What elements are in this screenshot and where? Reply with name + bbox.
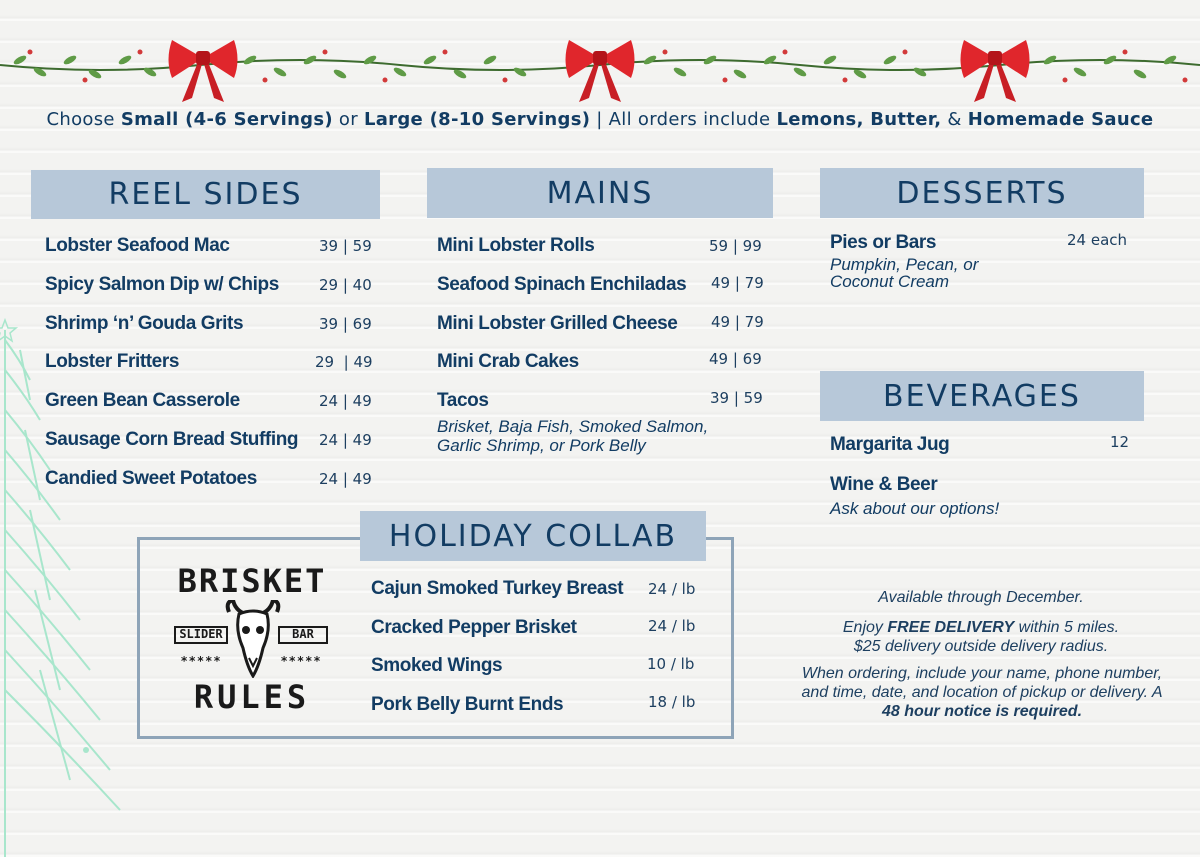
- menu-item-price: 24 | 49: [319, 392, 372, 410]
- menu-item-price: 39 | 59: [319, 237, 372, 255]
- notice-text: 48 hour notice is required.: [881, 703, 1083, 720]
- logo-text: BRISKET: [177, 562, 327, 600]
- bow-icon: [169, 40, 238, 102]
- menu-item-price: 18 / lb: [648, 693, 696, 711]
- menu-item-name: Cajun Smoked Turkey Breast: [371, 578, 624, 599]
- menu-item-name: Lobster Fritters: [45, 351, 180, 372]
- menu-item-description: [830, 256, 978, 290]
- logo-stars: *****: [280, 654, 322, 668]
- menu-item-description: [437, 417, 708, 455]
- intro-text: Choose: [46, 109, 121, 130]
- bow-icon: [566, 40, 635, 102]
- mains-header: [427, 168, 773, 218]
- menu-item-price: 24 | 49: [319, 470, 372, 488]
- menu-item-name: Seafood Spinach Enchiladas: [437, 274, 687, 295]
- menu-item-price: 24 | 49: [319, 431, 372, 449]
- small-size-label: Small (4-6 Servings): [120, 109, 333, 130]
- delivery-note: [790, 618, 1172, 656]
- beverages-title: BEVERAGES: [883, 378, 1081, 414]
- intro-text: | All orders include: [590, 109, 777, 130]
- collab-title: HOLIDAY COLLAB: [388, 518, 678, 554]
- menu-item-price: 39 | 69: [319, 315, 372, 333]
- ordering-text: When ordering, include your name, phone number, and time, date, and location of pickup or delivery. A: [801, 665, 1163, 701]
- logo-text: SLIDER: [179, 627, 223, 641]
- menu-item-name: Tacos: [437, 390, 489, 411]
- large-size-label: Large (8-10 Servings): [363, 109, 591, 130]
- menu-item-name: Mini Lobster Grilled Cheese: [437, 313, 678, 334]
- logo-text: RULES: [193, 678, 311, 716]
- bull-skull-icon: [225, 600, 281, 678]
- menu-item-price: 29 | 49: [315, 353, 373, 371]
- menu-item-name: Smoked Wings: [371, 655, 503, 676]
- logo-text: BAR: [292, 627, 314, 641]
- serving-size-intro: [0, 109, 1200, 130]
- intro-text: &: [941, 109, 968, 130]
- menu-item-price: 49 | 79: [711, 274, 764, 292]
- sides-header: [31, 170, 380, 219]
- desserts-title: DESSERTS: [896, 175, 1068, 211]
- mains-title: MAINS: [546, 175, 654, 211]
- intro-text: or: [332, 109, 364, 130]
- bow-icon: [961, 40, 1030, 102]
- menu-item-price: 49 | 69: [709, 350, 762, 368]
- menu-item-price: 24 / lb: [648, 580, 696, 598]
- menu-item-name: Mini Lobster Rolls: [437, 235, 595, 256]
- homemade-sauce-label: Homemade Sauce: [967, 109, 1154, 130]
- menu-item-price: 10 / lb: [647, 655, 695, 673]
- holiday-garland: [0, 30, 1200, 110]
- menu-item-name: Green Bean Casserole: [45, 390, 240, 411]
- sides-title: REEL SIDES: [108, 177, 303, 212]
- menu-item-name: Lobster Seafood Mac: [45, 235, 230, 256]
- menu-item-price: 49 | 79: [711, 313, 764, 331]
- description-line: Coconut Cream: [830, 272, 950, 291]
- menu-item-price: 39 | 59: [710, 389, 763, 407]
- menu-item-name: Candied Sweet Potatoes: [45, 468, 257, 489]
- menu-item-price: 24 / lb: [648, 617, 696, 635]
- menu-item-name: Mini Crab Cakes: [437, 351, 579, 372]
- menu-item-price: 59 | 99: [709, 237, 762, 255]
- menu-item-name: Shrimp ‘n’ Gouda Grits: [45, 313, 244, 334]
- description-line: Garlic Shrimp, or Pork Belly: [437, 436, 646, 455]
- menu-item-name: Pork Belly Burnt Ends: [371, 694, 564, 715]
- delivery-fee-text: $25 delivery outside delivery radius.: [853, 638, 1109, 655]
- menu-item-price: 24 each: [1067, 231, 1128, 249]
- menu-item-name: Spicy Salmon Dip w/ Chips: [45, 274, 279, 295]
- logo-stars: *****: [180, 654, 222, 668]
- menu-item-name: Pies or Bars: [830, 232, 937, 253]
- menu-item-name: Sausage Corn Bread Stuffing: [45, 429, 299, 450]
- menu-item-name: Cracked Pepper Brisket: [371, 617, 577, 638]
- beverages-header: [820, 371, 1144, 421]
- delivery-text: within 5 miles.: [1014, 619, 1120, 636]
- ordering-note: [790, 664, 1174, 721]
- menu-item-description: Ask about our options!: [830, 499, 1000, 518]
- free-delivery-label: FREE DELIVERY: [887, 619, 1015, 636]
- menu-item-name: Wine & Beer: [830, 474, 938, 495]
- menu-item-price: 29 | 40: [319, 276, 372, 294]
- delivery-text: Enjoy: [842, 619, 888, 636]
- availability-note: Available through December.: [878, 589, 1084, 606]
- description-line: Brisket, Baja Fish, Smoked Salmon,: [437, 417, 709, 436]
- menu-item-name: Margarita Jug: [830, 434, 950, 455]
- included-items-label: Lemons, Butter,: [776, 109, 942, 130]
- collab-header: [360, 511, 706, 561]
- desserts-header: [820, 168, 1144, 218]
- description-line: Pumpkin, Pecan, or: [830, 255, 979, 274]
- menu-item-price: 12: [1110, 433, 1130, 451]
